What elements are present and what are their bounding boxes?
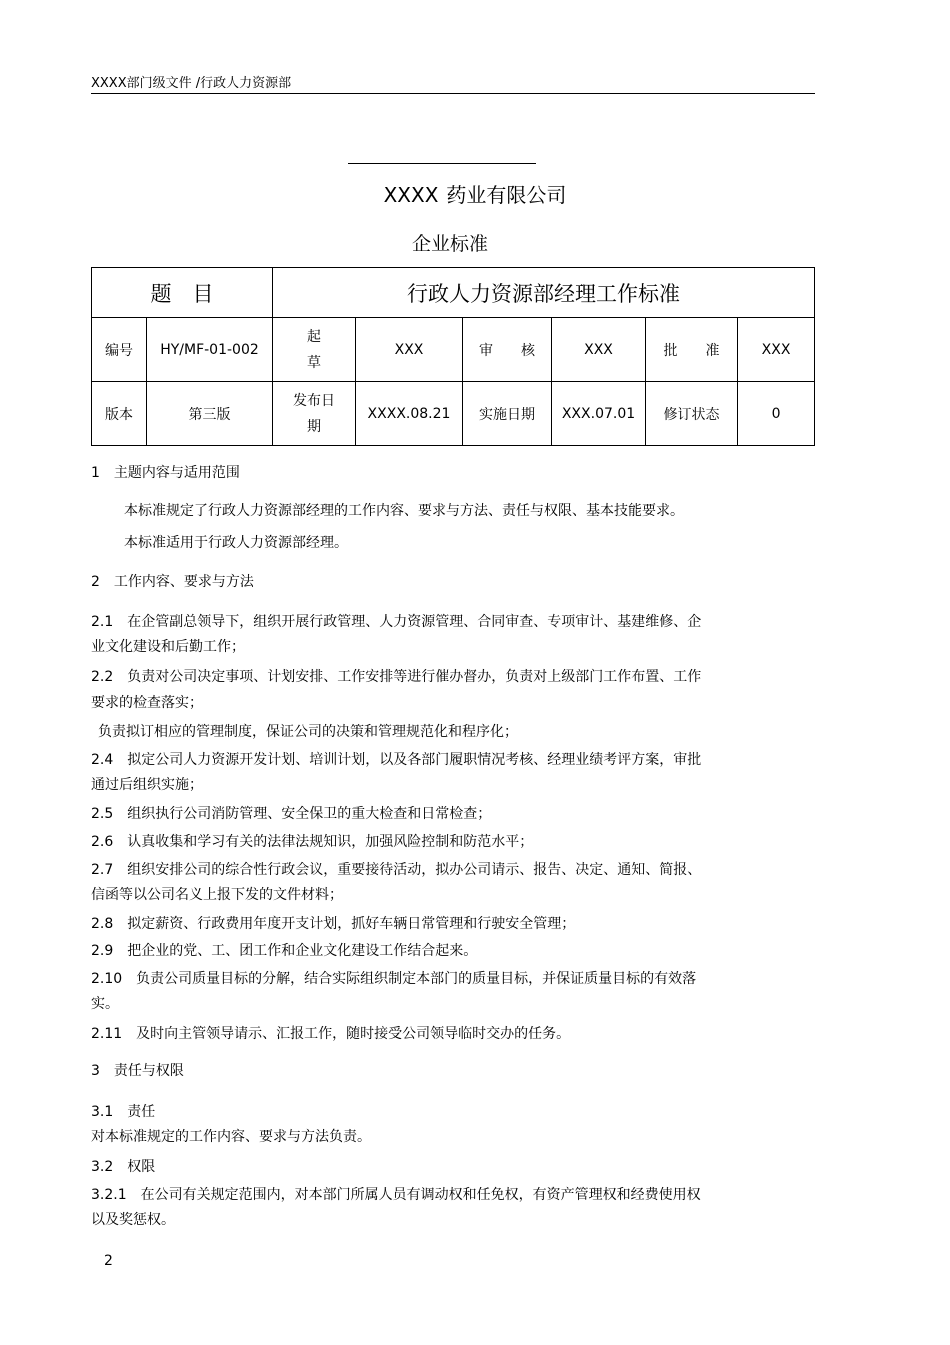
title-label-cell: 题 目 [92,268,273,318]
title-rule [348,163,536,164]
publish-label-1: 发布日 [293,392,335,409]
clause-3-2: 3.2 权限 [91,1159,156,1175]
draft-label-2: 草 [307,354,321,371]
publish-label-2: 期 [307,418,321,435]
clause-2-4: 2.4 拟定公司人力资源开发计划、培训计划，以及各部门履职情况考核、经理业绩考评方案，审批 [91,752,702,768]
clause-2-5: 2.5 组织执行公司消防管理、安全保卫的重大检查和日常检查； [91,806,492,822]
version-label: 版本 [92,382,147,446]
code-value: HY/MF-01-002 [147,318,273,382]
code-label: 编号 [92,318,147,382]
clause-2-6: 2.6 认真收集和学习有关的法律法规知识，加强风险控制和防范水平； [91,834,534,850]
clause-2-9: 2.9 把企业的党、工、团工作和企业文化建设工作结合起来。 [91,943,478,959]
clause-3-1: 3.1 责任 [91,1104,156,1120]
approve-value: XXX [738,318,815,382]
review-value: XXX [552,318,646,382]
clause-2-3: 负责拟订相应的管理制度，保证公司的决策和管理规范化和程序化； [98,724,518,740]
clause-2-2-cont: 要求的检查落实； [91,695,203,711]
section-3-heading: 3 责任与权限 [91,1063,184,1079]
paragraph: 本标准规定了行政人力资源部经理的工作内容、要求与方法、责任与权限、基本技能要求。 [124,503,684,519]
document-info-table [91,267,815,446]
page-number: 2 [104,1253,113,1269]
clause-2-7: 2.7 组织安排公司的综合性行政会议，重要接待活动，拟办公司请示、报告、决定、通知、简报、 [91,862,702,878]
effective-label: 实施日期 [463,382,552,446]
standard-subtitle: 企业标准 [411,233,488,255]
clause-2-11: 2.11 及时向主管领导请示、汇报工作，随时接受公司领导临时交办的任务。 [91,1026,571,1042]
clause-2-7-cont: 信函等以公司名义上报下发的文件材料； [91,887,343,903]
clause-3-1-text: 对本标准规定的工作内容、要求与方法负责。 [91,1129,371,1145]
clause-2-1-cont: 业文化建设和后勤工作； [91,639,245,655]
clause-3-2-1-cont: 以及奖惩权。 [91,1212,175,1228]
header-rule [91,93,815,94]
approve-label: 批 准 [646,318,738,382]
section-1-heading: 1 主题内容与适用范围 [91,465,240,481]
clause-2-10: 2.10 负责公司质量目标的分解，结合实际组织制定本部门的质量目标，并保证质量目标的有效落 [91,971,697,987]
company-code: XXXX [383,183,439,207]
clause-2-8: 2.8 拟定薪资、行政费用年度开支计划，抓好车辆日常管理和行驶安全管理； [91,916,576,932]
revision-label: 修订状态 [646,382,738,446]
draft-label [273,318,356,382]
review-label: 审 核 [463,318,552,382]
section-2-heading: 2 工作内容、要求与方法 [91,574,254,590]
title-value-cell: 行政人力资源部经理工作标准 [273,268,815,318]
clause-2-2: 2.2 负责对公司决定事项、计划安排、工作安排等进行催办督办，负责对上级部门工作布置、工作 [91,669,702,685]
publish-value: XXXX.08.21 [356,382,463,446]
clause-2-10-cont: 实。 [91,996,119,1012]
clause-2-1: 2.1 在企管副总领导下，组织开展行政管理、人力资源管理、合同审查、专项审计、基建维修、企 [91,614,702,630]
document-header: XXXX部门级文件 /行政人力资源部 [91,76,292,91]
effective-value: XXX.07.01 [552,382,646,446]
version-value: 第三版 [147,382,273,446]
paragraph: 本标准适用于行政人力资源部经理。 [124,535,348,551]
draft-label-1: 起 [307,328,321,345]
clause-2-4-cont: 通过后组织实施； [91,777,203,793]
publish-label [273,382,356,446]
company-name: 药业有限公司 [446,183,567,207]
clause-3-2-1: 3.2.1 在公司有关规定范围内，对本部门所属人员有调动权和任免权，有资产管理权和经费使用权 [91,1187,701,1203]
revision-value: 0 [738,382,815,446]
draft-value: XXX [356,318,463,382]
company-title [0,179,950,208]
